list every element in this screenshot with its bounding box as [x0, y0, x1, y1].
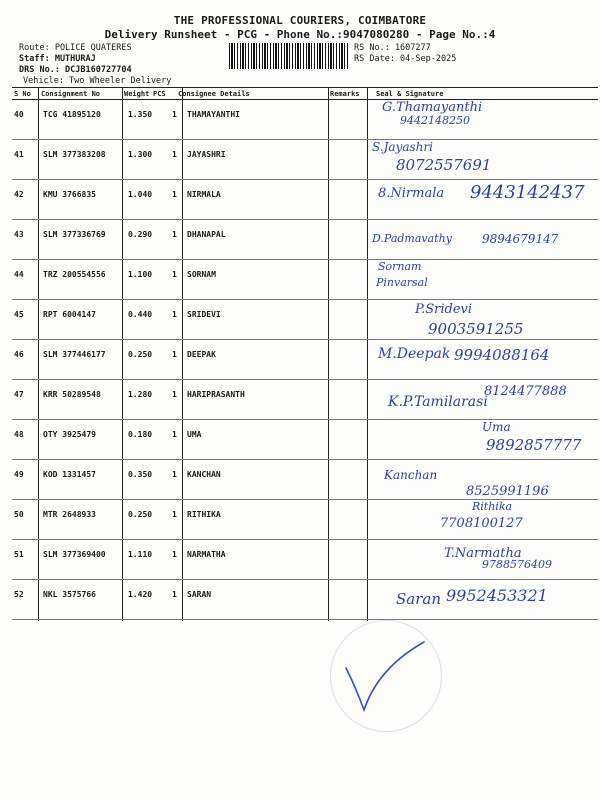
table-row: [12, 380, 598, 420]
row-signature-phone: 9443142437: [470, 182, 585, 203]
col-sno: S No: [14, 90, 31, 98]
row-signature-phone: 8072557691: [396, 156, 492, 174]
row-sno: 49: [14, 470, 24, 479]
row-consignment-no: OTY 3925479: [43, 430, 96, 439]
row-consignee-name: SARAN: [187, 590, 212, 599]
table-row: [12, 540, 598, 580]
vehicle-label: Vehicle: Two Wheeler Delivery: [23, 76, 172, 86]
row-consignment-no: TRZ 200554556: [43, 270, 106, 279]
row-consignee-name: DEEPAK: [187, 350, 216, 359]
runsheet-subtitle: Delivery Runsheet - PCG - Phone No.:9047080280 - Page No.:4: [104, 28, 496, 41]
row-pcs: 1: [172, 270, 177, 279]
row-signature: P.Sridevi: [415, 302, 473, 317]
row-signature-phone: 9003591255: [428, 320, 524, 338]
row-weight: 1.280: [128, 390, 153, 399]
row-signature-phone: Pinvarsal: [376, 276, 428, 289]
table-row: [12, 260, 598, 300]
row-sno: 47: [14, 390, 24, 399]
row-consignee-name: HARIPRASANTH: [187, 390, 245, 399]
row-sno: 42: [14, 190, 24, 199]
row-weight: 1.100: [128, 270, 153, 279]
row-sno: 46: [14, 350, 24, 359]
table-row: [12, 500, 598, 540]
row-pcs: 1: [172, 190, 177, 199]
row-divider: [12, 619, 598, 620]
row-consignee-name: NIRMALA: [187, 190, 221, 199]
row-weight: 1.040: [128, 190, 153, 199]
row-consignee-name: UMA: [187, 430, 202, 439]
row-signature-phone: 9788576409: [482, 558, 552, 571]
table-row: [12, 460, 598, 500]
row-weight: 1.420: [128, 590, 153, 599]
row-weight: 0.180: [128, 430, 153, 439]
checkmark-icon: [338, 638, 428, 718]
row-signature: M.Deepak: [378, 346, 451, 362]
row-pcs: 1: [172, 350, 177, 359]
row-signature: Kanchan: [384, 468, 438, 482]
row-signature-phone: 9442148250: [400, 114, 470, 127]
row-signature-phone: 8525991196: [466, 484, 549, 499]
row-consignee-name: JAYASHRI: [187, 150, 226, 159]
row-signature: Saran: [396, 590, 441, 608]
route-label: Route: POLICE QUATERES: [19, 43, 132, 53]
row-consignment-no: MTR 2648933: [43, 510, 96, 519]
rs-date: RS Date: 04-Sep-2025: [354, 54, 457, 64]
row-sno: 50: [14, 510, 24, 519]
row-pcs: 1: [172, 110, 177, 119]
table-row: [12, 100, 598, 140]
row-weight: 1.110: [128, 550, 153, 559]
row-consignee-name: DHANAPAL: [187, 230, 226, 239]
row-signature-phone: 7708100127: [440, 516, 523, 531]
row-consignee-name: THAMAYANTHI: [187, 110, 240, 119]
staff-label: Staff: MUTHURAJ: [19, 54, 96, 64]
row-pcs: 1: [172, 510, 177, 519]
row-consignment-no: SLM 377336769: [43, 230, 106, 239]
drs-number: DRS No.: DCJB160727704: [19, 65, 132, 75]
table-row: [12, 140, 598, 180]
row-sno: 51: [14, 550, 24, 559]
row-signature-phone: 9892857777: [486, 436, 582, 454]
row-signature: Rithika: [472, 500, 513, 513]
row-signature: G.Thamayanthi: [382, 100, 483, 115]
row-consignment-no: KOD 1331457: [43, 470, 96, 479]
row-weight: 1.300: [128, 150, 153, 159]
row-pcs: 1: [172, 310, 177, 319]
row-weight: 0.440: [128, 310, 153, 319]
row-pcs: 1: [172, 230, 177, 239]
row-consignee-name: SRIDEVI: [187, 310, 221, 319]
row-consignee-name: RITHIKA: [187, 510, 221, 519]
row-signature: D.Padmavathy: [372, 232, 452, 245]
table-row: [12, 300, 598, 340]
row-sno: 40: [14, 110, 24, 119]
row-signature: T.Narmatha: [444, 546, 522, 561]
row-pcs: 1: [172, 430, 177, 439]
row-consignee-name: NARMATHA: [187, 550, 226, 559]
row-pcs: 1: [172, 590, 177, 599]
table-row: [12, 180, 598, 220]
row-sno: 41: [14, 150, 24, 159]
row-consignment-no: KMU 3766835: [43, 190, 96, 199]
row-consignment-no: SLM 377446177: [43, 350, 106, 359]
row-sno: 43: [14, 230, 24, 239]
table-row: [12, 420, 598, 460]
table-row: [12, 340, 598, 380]
row-signature-phone: K.P.Tamilarasi: [388, 394, 488, 410]
table-top-rule: [12, 87, 598, 88]
row-sno: 52: [14, 590, 24, 599]
row-signature: 8124477888: [484, 384, 567, 399]
col-remarks: Remarks: [330, 90, 360, 98]
row-consignee-name: KANCHAN: [187, 470, 221, 479]
table-row: [12, 220, 598, 260]
row-weight: 0.250: [128, 510, 153, 519]
col-consignment: Consignment No: [41, 90, 101, 98]
row-signature: 8.Nirmala: [378, 186, 445, 201]
row-pcs: 1: [172, 390, 177, 399]
col-weight: Weight: [124, 90, 150, 98]
row-weight: 0.350: [128, 470, 153, 479]
row-signature-phone: 9952453321: [446, 586, 548, 605]
row-pcs: 1: [172, 470, 177, 479]
rs-number: RS No.: 1607277: [354, 43, 431, 53]
row-consignment-no: SLM 377369400: [43, 550, 106, 559]
row-sno: 45: [14, 310, 24, 319]
row-weight: 1.350: [128, 110, 153, 119]
row-signature-phone: 9994088164: [454, 346, 550, 364]
row-weight: 0.250: [128, 350, 153, 359]
row-consignment-no: NKL 3575766: [43, 590, 96, 599]
row-sno: 44: [14, 270, 24, 279]
row-pcs: 1: [172, 150, 177, 159]
col-seal: Seal & Signature: [376, 90, 444, 98]
row-pcs: 1: [172, 550, 177, 559]
barcode: [229, 43, 349, 69]
row-weight: 0.290: [128, 230, 153, 239]
row-signature: Sornam: [378, 260, 422, 273]
col-pcs: PCS: [153, 90, 166, 98]
row-sno: 48: [14, 430, 24, 439]
row-consignment-no: RPT 6004147: [43, 310, 96, 319]
row-consignment-no: KRR 50289548: [43, 390, 101, 399]
row-signature-phone: 9894679147: [482, 232, 559, 246]
row-consignment-no: TCG 41895120: [43, 110, 101, 119]
table-row: [12, 580, 598, 620]
row-consignment-no: SLM 377383208: [43, 150, 106, 159]
col-consignee: Consignee Details: [178, 90, 250, 98]
row-consignee-name: SORNAM: [187, 270, 216, 279]
company-title: THE PROFESSIONAL COURIERS, COIMBATORE: [173, 14, 427, 27]
row-signature: Uma: [482, 420, 511, 434]
row-signature: S.Jayashri: [372, 140, 433, 154]
